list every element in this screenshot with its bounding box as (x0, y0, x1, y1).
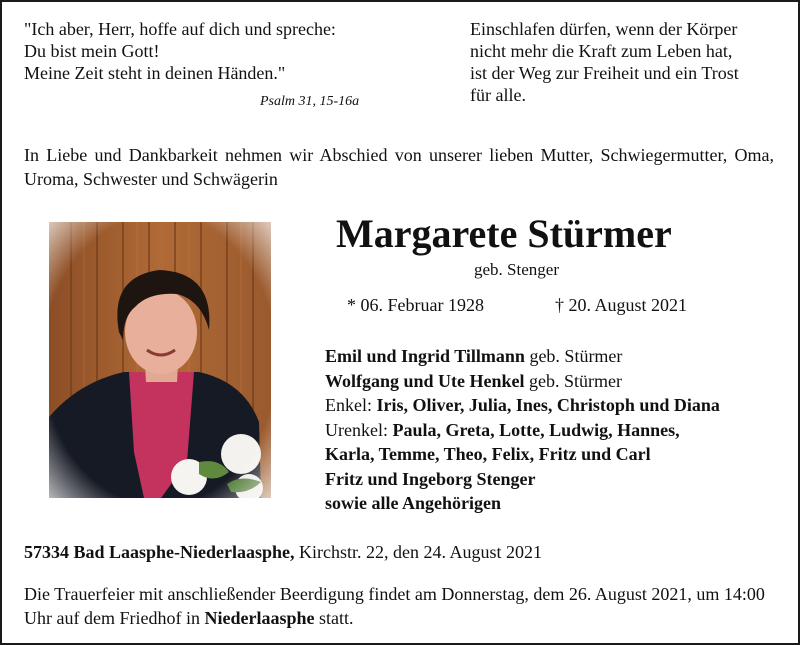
family-note: geb. Stürmer (524, 346, 623, 366)
bible-verse (24, 18, 336, 84)
address-date: Kirchstr. 22, den 24. August 2021 (294, 542, 543, 562)
maiden-name: geb. Stenger (474, 260, 559, 279)
family-label: Urenkel: (325, 419, 393, 440)
family-row (325, 344, 720, 369)
intro-text: In Liebe und Dankbarkeit nehmen wir Abschied von unserer lieben Mutter, Schwiegermutter, Oma, Uroma, Schwester und Schwägerin (24, 145, 774, 189)
birth-date: * 06. Februar 1928 (347, 295, 484, 315)
deceased-name: Margarete Stürmer (336, 211, 672, 256)
funeral-text-end: statt. (314, 608, 354, 628)
poem-line: nicht mehr die Kraft zum Leben hat, (470, 41, 733, 61)
place-name: 57334 Bad Laasphe-Niederlaasphe, (24, 542, 295, 562)
family-names: sowie alle Angehörigen (325, 493, 501, 513)
family-names: Emil und Ingrid Tillmann (325, 346, 525, 366)
family-names: Iris, Oliver, Julia, Ines, Christoph und Diana (376, 395, 720, 415)
family-note: geb. Stürmer (524, 370, 623, 391)
family-label: Enkel: (325, 395, 377, 415)
family-names: Fritz und Ingeborg Stenger (325, 468, 536, 489)
family-row (325, 393, 720, 418)
verse-line: Meine Zeit steht in deinen Händen." (24, 63, 286, 83)
family-row (325, 442, 720, 467)
funeral-text: Die Trauerfeier mit anschließender Beerdigung findet am Donnerstag, dem 26. August 2021, um 14:00 Uhr auf dem Friedhof in (24, 584, 765, 628)
family-row (325, 418, 720, 443)
death-date: † 20. August 2021 (555, 295, 688, 315)
funeral-info (24, 582, 784, 630)
poem-line: ist der Weg zur Freiheit und ein Trost (470, 63, 739, 83)
family-row (325, 369, 720, 394)
family-list (325, 344, 720, 516)
family-row (325, 491, 720, 516)
place-date-line (24, 542, 542, 563)
poem-line: für alle. (470, 85, 526, 105)
family-names: Karla, Temme, Theo, Felix, Fritz und Carl (325, 444, 651, 464)
verse-line: "Ich aber, Herr, hoffe auf dich und spreche: (24, 19, 336, 39)
poem (470, 18, 739, 106)
family-names: Paula, Greta, Lotte, Ludwig, Hannes, (392, 419, 680, 440)
cemetery-location: Niederlaasphe (204, 608, 315, 628)
family-row (325, 467, 720, 492)
verse-source: Psalm 31, 15-16a (260, 94, 360, 109)
portrait-photo (49, 222, 271, 498)
verse-line: Du bist mein Gott! (24, 41, 160, 61)
family-names: Wolfgang und Ute Henkel (325, 370, 525, 391)
poem-line: Einschlafen dürfen, wenn der Körper (470, 19, 738, 39)
